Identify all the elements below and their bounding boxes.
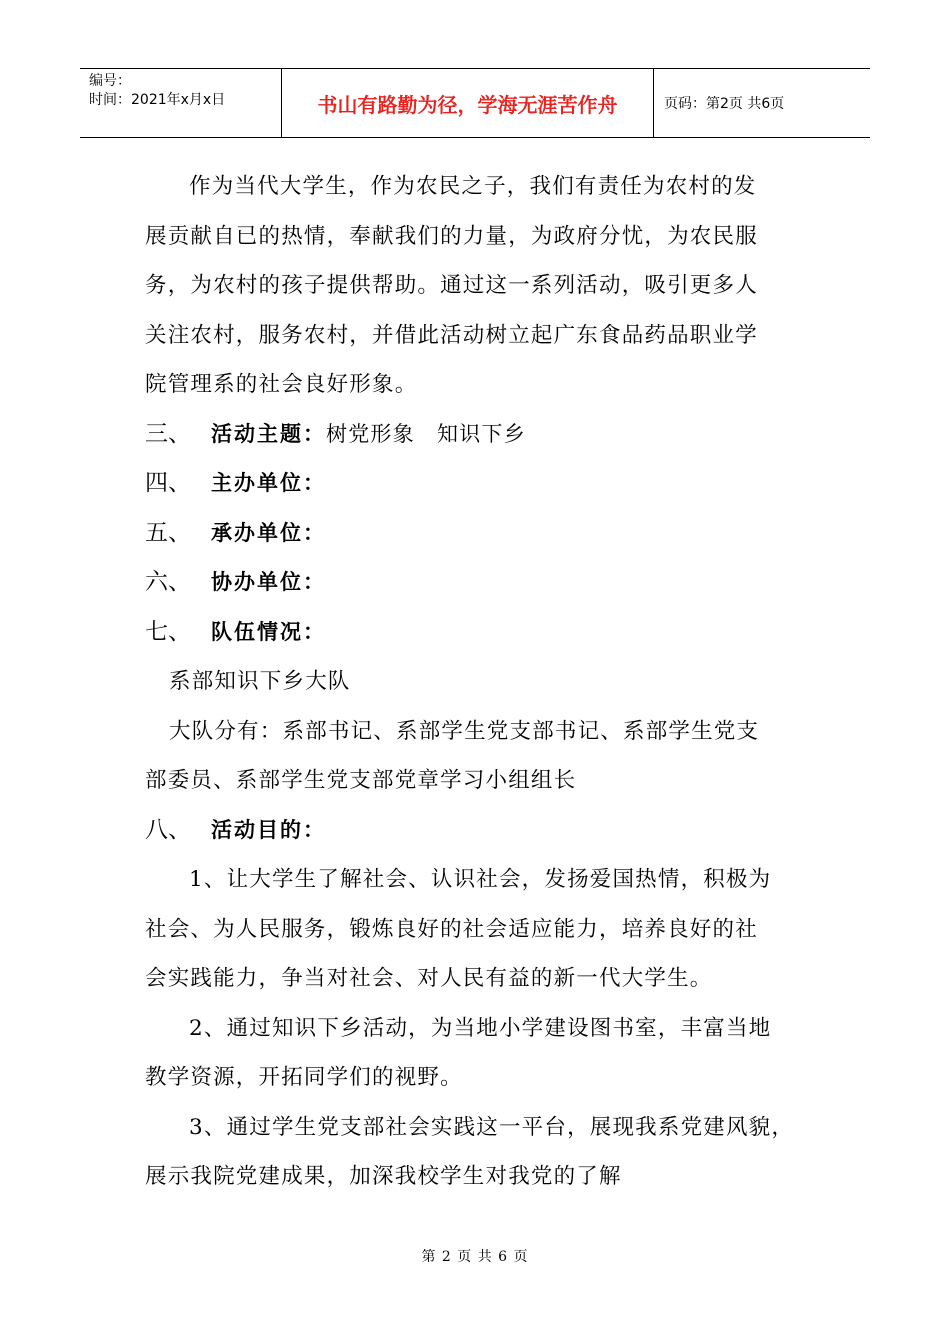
- section-label: 主办单位：: [211, 471, 326, 495]
- header-page-info: 页码：第2页 共6页: [664, 96, 785, 112]
- goal-line: 会实践能力，争当对社会、对人民有益的新一代大学生。: [145, 966, 713, 991]
- section-label: 队伍情况：: [211, 619, 326, 644]
- intro-line: 关注农村，服务农村，并借此活动树立起广东食品药品职业学: [145, 322, 758, 348]
- document-header: [80, 68, 870, 138]
- section-label: 协办单位：: [211, 570, 326, 594]
- section-heading-team: [145, 608, 825, 658]
- section-number: 八、: [145, 816, 191, 843]
- section-number: 五、: [145, 519, 191, 546]
- intro-line: 院管理系的社会良好形象。: [145, 372, 418, 397]
- section-heading-host: [145, 459, 825, 509]
- section-heading-organizer: [145, 509, 825, 559]
- section-label: 活动主题：: [211, 421, 326, 446]
- goal-line: 教学资源，开拓同学们的视野。: [145, 1065, 463, 1090]
- intro-line: 作为当代大学生，作为农民之子，我们有责任为农村的发: [189, 174, 757, 199]
- section-number: 七、: [145, 618, 191, 645]
- section-heading-goals: [145, 806, 825, 856]
- section-value: 树党形象 知识下乡: [326, 421, 526, 446]
- section-label: 活动目的：: [211, 817, 326, 842]
- goal-line: 2、通过知识下乡活动，为当地小学建设图书室，丰富当地: [189, 1015, 772, 1041]
- goal-line: 展示我院党建成果，加深我校学生对我党的了解: [145, 1164, 622, 1189]
- section-heading-theme: [145, 410, 825, 460]
- date-line: 时间：2021年x月x日: [89, 92, 226, 108]
- section-number: 三、: [145, 420, 191, 447]
- team-line: 部委员、系部学生党支部党章学习小组组长: [145, 768, 577, 793]
- goal-line: 1、让大学生了解社会、认识社会，发扬爱国热情，积极为: [189, 867, 772, 892]
- intro-line: 务，为农村的孩子提供帮助。通过这一系列活动，吸引更多人: [145, 273, 758, 298]
- header-meta: [80, 69, 282, 137]
- section-heading-co-organizer: [145, 558, 825, 608]
- header-motto: 书山有路勤为径，学海无涯苦作舟: [282, 69, 654, 137]
- goal-line: 3、通过学生党支部社会实践这一平台，展现我系党建风貌，: [189, 1114, 795, 1140]
- goal-line: 社会、为人民服务，锻炼良好的社会适应能力，培养良好的社: [145, 916, 758, 942]
- intro-line: 展贡献自已的热情，奉献我们的力量，为政府分忧，为农民服: [145, 223, 758, 249]
- section-number: 四、: [145, 470, 191, 496]
- page-footer: 第 2 页 共 6 页: [421, 1249, 529, 1265]
- section-label: 承办单位：: [211, 520, 326, 545]
- number-label: 编号：: [89, 73, 131, 89]
- team-line: 大队分有：系部书记、系部学生党支部书记、系部学生党支: [169, 718, 760, 744]
- team-line: 系部知识下乡大队: [169, 669, 351, 694]
- document-body: [145, 162, 825, 1202]
- section-number: 六、: [145, 569, 191, 595]
